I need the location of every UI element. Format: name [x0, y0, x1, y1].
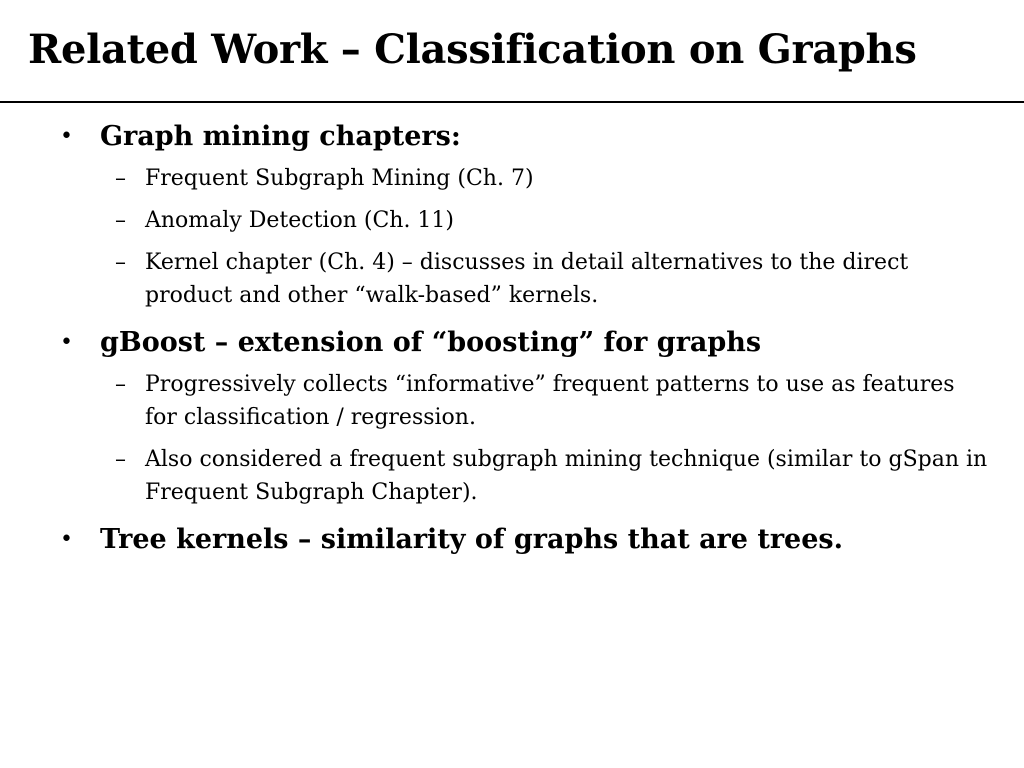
bullet-item: [60, 324, 990, 362]
sub-bullet-item: [60, 368, 990, 434]
bullet-text: Tree kernels – similarity of graphs that are trees.: [100, 524, 844, 555]
bullet-text: Graph mining chapters:: [100, 121, 461, 152]
bullet-item: [60, 118, 990, 156]
bullet-item: [60, 521, 990, 559]
sub-bullet-dash-icon: –: [115, 250, 126, 275]
sub-bullet-item: [60, 246, 990, 312]
title-divider: [0, 101, 1024, 103]
bullet-dot-icon: •: [60, 124, 73, 149]
sub-bullet-dash-icon: –: [115, 447, 126, 472]
sub-bullet-text: Progressively collects “informative” frequent patterns to use as features for classification / regression.: [145, 372, 955, 430]
sub-bullet-item: [60, 162, 990, 195]
slide-content: [60, 118, 990, 559]
sub-bullet-text: Also considered a frequent subgraph mining technique (similar to gSpan in Frequent Subgraph Chapter).: [145, 447, 988, 505]
sub-bullet-text: Anomaly Detection (Ch. 11): [145, 208, 455, 233]
bullet-dot-icon: •: [60, 330, 73, 355]
sub-bullet-item: [60, 443, 990, 509]
sub-bullet-item: [60, 204, 990, 237]
bullet-text: gBoost – extension of “boosting” for graphs: [100, 327, 762, 358]
slide-title: Related Work – Classification on Graphs: [28, 26, 917, 73]
sub-bullet-dash-icon: –: [115, 372, 126, 397]
bullet-dot-icon: •: [60, 527, 73, 552]
sub-bullet-dash-icon: –: [115, 208, 126, 233]
sub-bullet-text: Kernel chapter (Ch. 4) – discusses in detail alternatives to the direct product and other “walk-based” kernels.: [145, 250, 909, 308]
sub-bullet-dash-icon: –: [115, 166, 126, 191]
sub-bullet-text: Frequent Subgraph Mining (Ch. 7): [145, 166, 534, 191]
